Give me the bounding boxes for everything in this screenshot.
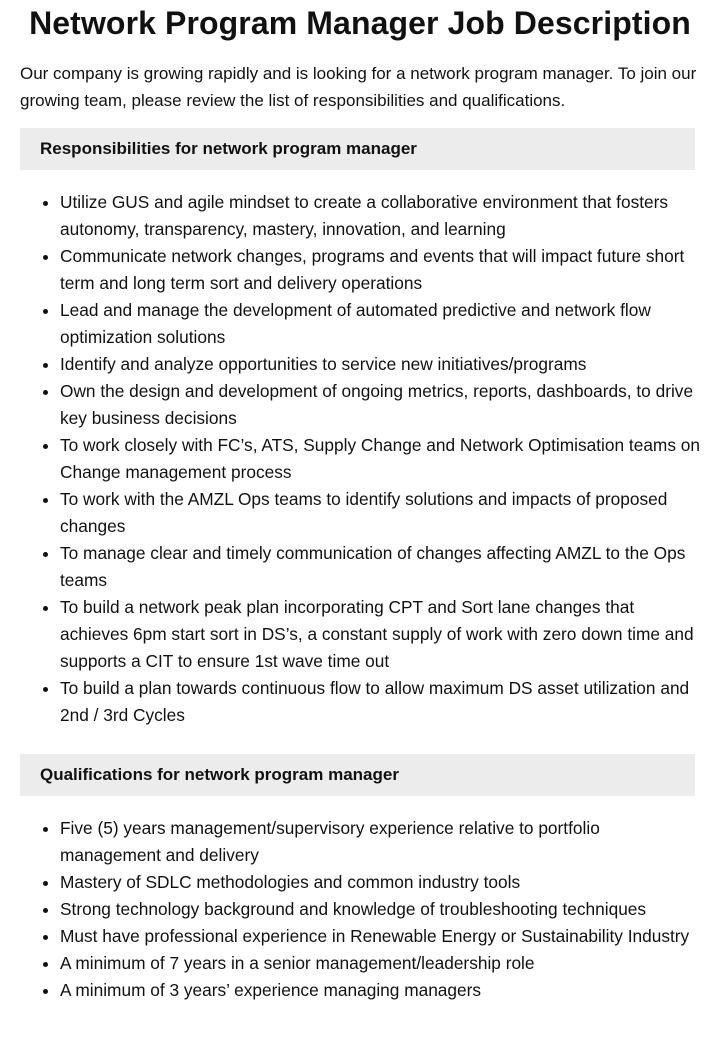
list-item: • A minimum of 7 years in a senior management/leadership role <box>60 950 700 977</box>
list-item: • Lead and manage the development of automated predictive and network flow optimization solutions <box>60 297 700 351</box>
list-item: • Own the design and development of ongoing metrics, reports, dashboards, to drive key business decisions <box>60 378 700 432</box>
qualifications-heading: Qualifications for network program manager <box>20 754 695 796</box>
list-item: • Must have professional experience in Renewable Energy or Sustainability Industry <box>60 923 700 950</box>
responsibilities-list <box>0 189 700 729</box>
qualifications-list <box>0 815 700 1004</box>
list-item: • To work closely with FC’s, ATS, Supply Change and Network Optimisation teams on Change management process <box>60 432 700 486</box>
list-item: • Strong technology background and knowledge of troubleshooting techniques <box>60 896 700 923</box>
intro-paragraph: Our company is growing rapidly and is looking for a network program manager. To join our growing team, please review the list of responsibilities and qualifications. <box>20 64 697 110</box>
list-item: • Five (5) years management/supervisory experience relative to portfolio management and delivery <box>60 815 700 869</box>
list-item: • To manage clear and timely communication of changes affecting AMZL to the Ops teams <box>60 540 700 594</box>
list-item: • Communicate network changes, programs and events that will impact future short term and long term sort and delivery operations <box>60 243 700 297</box>
responsibilities-heading: Responsibilities for network program manager <box>20 128 695 170</box>
list-item: • A minimum of 3 years’ experience managing managers <box>60 977 700 1004</box>
list-item: • To work with the AMZL Ops teams to identify solutions and impacts of proposed changes <box>60 486 700 540</box>
list-item: • To build a plan towards continuous flow to allow maximum DS asset utilization and 2nd / 3rd Cycles <box>60 675 700 729</box>
list-item: • Utilize GUS and agile mindset to create a collaborative environment that fosters autonomy, transparency, mastery, innovation, and learning <box>60 189 700 243</box>
list-item: • Mastery of SDLC methodologies and common industry tools <box>60 869 700 896</box>
list-item: • Identify and analyze opportunities to service new initiatives/programs <box>60 351 700 378</box>
list-item: • To build a network peak plan incorporating CPT and Sort lane changes that achieves 6pm start sort in DS’s, a constant supply of work with zero down time and supports a CIT to ensure 1st wave time out <box>60 594 700 675</box>
page-title: Network Program Manager Job Description <box>29 5 691 41</box>
